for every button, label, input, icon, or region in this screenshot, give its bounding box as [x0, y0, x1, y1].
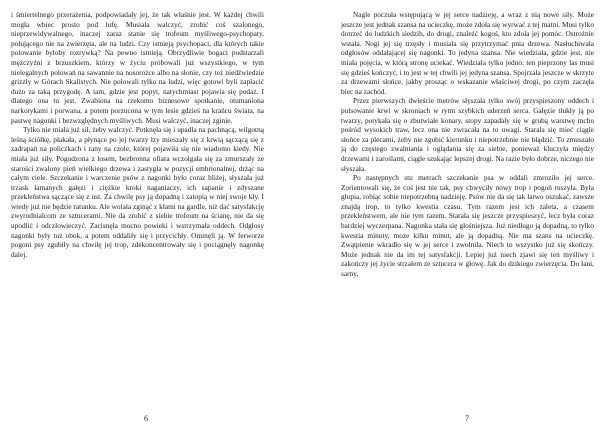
left-page-number: 6 [144, 414, 148, 423]
paragraph: Przez pierwszych dwieście metrów słyszała tylko swój przyspieszony oddech i pulsowanie krwi w skroniach w rytm szybkich uderzeń serca. Gałęzie tłukły ją po twarzy, potykała się o zbutwiałe konary, stopy zapadały się w grubą warstwę mchu pośród wysokich traw, lecz ona nie zwracała na to uwagi. Starała się mieć ciągle słońce za plecami, żeby nie zgubić kierunku i niepotrzebnie nie błądzić. To zmuszało ją do częstego zwalniania i oglądania się za siebie, ponieważ kluczyła między drzewami i zaroślami, ciągle szukając lepszej drogi. Na razie było dobrze, niczego nie słyszała. [341, 96, 594, 173]
left-page [11, 10, 264, 434]
right-page-text [341, 10, 594, 279]
paragraph: i śmiertelnego przerażenia, podpowiadały jej, że tak właśnie jest. W każdej chwili mogła wbiec prosto pod lufę. Musiała walczyć, zrobić coś szalonego, nieprzewidywalnego, inaczej zaraz stanie się trofeum myśliwego-psychopaty, połującego nie na zwierzęta, ale na ludzi. Czy istnieją psychopaci, dla których takie polowanie byłoby rozrywką? Na pewno istnieją. Obrzydliwie bogaci podstarzali mężczyźni z brzuszkiem, którzy w życiu próbowali już wszystkiego, w tym nielegalnych polowań na sawannie na nosorożce albo na słonie, czy też niedźwiedzie grizzly w Górach Skalistych. Nie polowali tylko na ludzi, więc gotowi byli zapłacić dużo za taką przygodę. A tam, gdzie jest popyt, natychmiast pojawia się podaż. I dlatego ona tu jest. Zwabiona na rzekomo biznesowe spotkanie, otumaniona narkotykami i porwana, a potem porzucona w tym lesie gdzieś na krańcu świata, na pastwę nagonki i bezwzględnych myśliwych. Musi walczyć, inaczej zginie. [11, 10, 264, 125]
right-page [341, 10, 594, 434]
left-page-text [11, 10, 264, 259]
paragraph: Po następnych stu metrach szczekanie psa w oddali zmroziło jej serce. Zorientowali się, że coś jest nie tak, psy chwyciły nowy trop i pogoń ruszyła. Była głupia, robiąc sobie niepotrzebną nadzieję. Psów nie da się tak łatwo oszukać, zawsze znajdą trop, to tylko kwestia czasu. Tym razem jest ich zaleta, a czasem przekleństwem, ale nie tym razem. Starała się jeszcze przyspieszyć, lecz była coraz bardziej wyczerpana. Nagonka stała się głośniejsza. Już niedługo ją dopadną, to tylko kwestia minuty, może kilku minut, ale ją dopadną. Nie ma szans na ucieczkę. Zwątpienie wkradło się w jej serce i zwolniła. Niech to wszystko już się skończy. Może jednak nie da im tej satysfakcji. Lepiej już niech zjawi się ten myśliwy i zakończy jej życie strzałem ze sztucera w głowę. Jak do dzikiego zwierzęcia. Do łani, sarny, [341, 173, 594, 279]
paragraph: Nagle poczuła wstępującą w jej serce nadzieję, a wraz z nią nowe siły. Może jeszcze jest jednak szansa na ucieczkę, może zdoła się wyrwać z tej matni. Musi tylko dotrzeć do ludzkich siedzib, do drogi, znaleźć kogoś, kto zdoła jej pomóc. Ostrożnie wstała. Nogi jej się trzęsły i musiała się przytrzymać pnia drzewa. Nasłuchiwała odgłosów oddalającej się nagonki. To jedyna szansa. Nie wiedziała, gdzie jest, nie miała pojęcia, w którą stronę uciekać. Wiedziała tylko jedno: ten pieprzony las musi się gdzieś kończyć, i to jest w tej chwili jej jedyna szansa. Spojrzała jeszcze w skrzyte za drzewami słońce, jakby prosząc o wskazanie właściwej drogi, po czym zaczęła biec na zachód. [341, 10, 594, 96]
right-page-number: 7 [465, 414, 469, 423]
paragraph: Tylko nie miała już sił, żeby walczyć. Potknęła się i upadła na pachnącą, wilgotną leśną ściółkę, płakała, a płynące po jej twarzy łzy mieszały się z krwią sączącą się z zadrapań na policzkach i rany na czole, której pojawiła się nie wiadomo kiedy. Nie miała już siły. Pogodzona z losem, bezbronna ofiara wczołgała się za zmurszały ze starości zwalony pień wielkiego drzewa i zastygła w pozycji embrionalnej, drżąc na całym ciele. Szczekanie i warczenie psów z nagonki było coraz bliżej, słyszała już trzask łamanych gałęzi i ciężkie kroki naganiaczy, ich sapanie i zdyszane przekleństwa sączące się z ust. Za chwilę psy ją dopadną i zatopią w niej swoje kły. I wtedy już nie będzie ratunku. Ale wolała zginąć z kłami na gardle, niż dać satysfakcję zwyrodnialcom ze sztucerami. Nie da zrobić z siebie trofeum na ścianę, nie da się upodlić i odczłowieczyć. Zacisnęła mocno powieki i wstrzymała oddech. Odgłosy nagonki były tuż obok, a potem oddaliły się i przycichły. Ominęli ją. W ferworze pogoni psy zgubiły na chwilę jej trop, zdekoncentrowały się i pociągnęły nagonkę dalej. [11, 125, 264, 259]
